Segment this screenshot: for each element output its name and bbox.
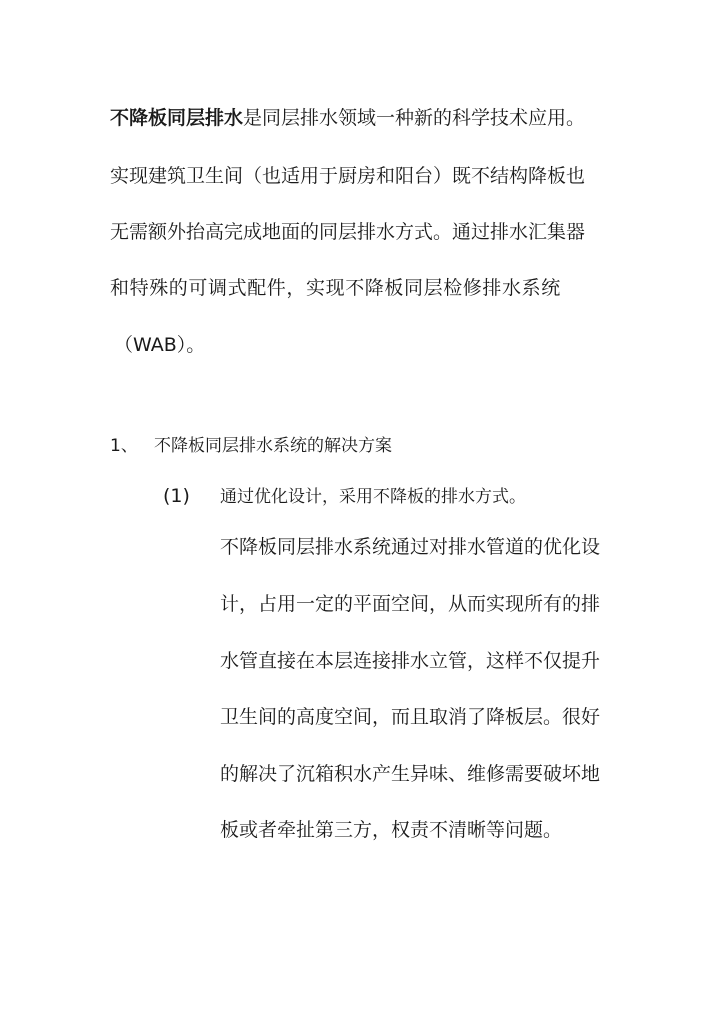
sub-1-title: 通过优化设计，采用不降板的排水方式。 (220, 487, 526, 507)
intro-line-5: （WAB）。 (114, 334, 206, 356)
intro-line-4: 和特殊的可调式配件，实现不降板同层检修排水系统 (110, 277, 561, 299)
sub-1-body-line-2: 计，占用一定的平面空间，从而实现所有的排 (220, 593, 601, 615)
sub-1-number: (1) (163, 485, 190, 507)
sub-1-body-line-1: 不降板同层排水系统通过对排水管道的优化设 (220, 536, 601, 558)
intro-line-1 (110, 106, 585, 130)
intro-line-2: 实现建筑卫生间（也适用于厨房和阳台）既不结构降板也 (110, 165, 586, 187)
section-1-number: 1、 (110, 436, 138, 456)
intro-line-1-rest: 是同层排水领域一种新的科学技术应用。 (243, 107, 586, 129)
sub-1-body-line-3: 水管直接在本层连接排水立管，这样不仅提升 (220, 650, 601, 672)
sub-1-body-line-4: 卫生间的高度空间，而且取消了降板层。很好 (220, 706, 601, 728)
section-1-title: 不降板同层排水系统的解决方案 (154, 436, 392, 456)
sub-1-body-line-6: 板或者牵扯第三方，权责不清晰等问题。 (220, 819, 563, 841)
sub-1-body-line-5: 的解决了沉箱积水产生异味、维修需要破坏地 (220, 763, 601, 785)
intro-bold-term: 不降板同层排水 (110, 107, 244, 129)
intro-line-3: 无需额外抬高完成地面的同层排水方式。通过排水汇集器 (110, 221, 586, 243)
